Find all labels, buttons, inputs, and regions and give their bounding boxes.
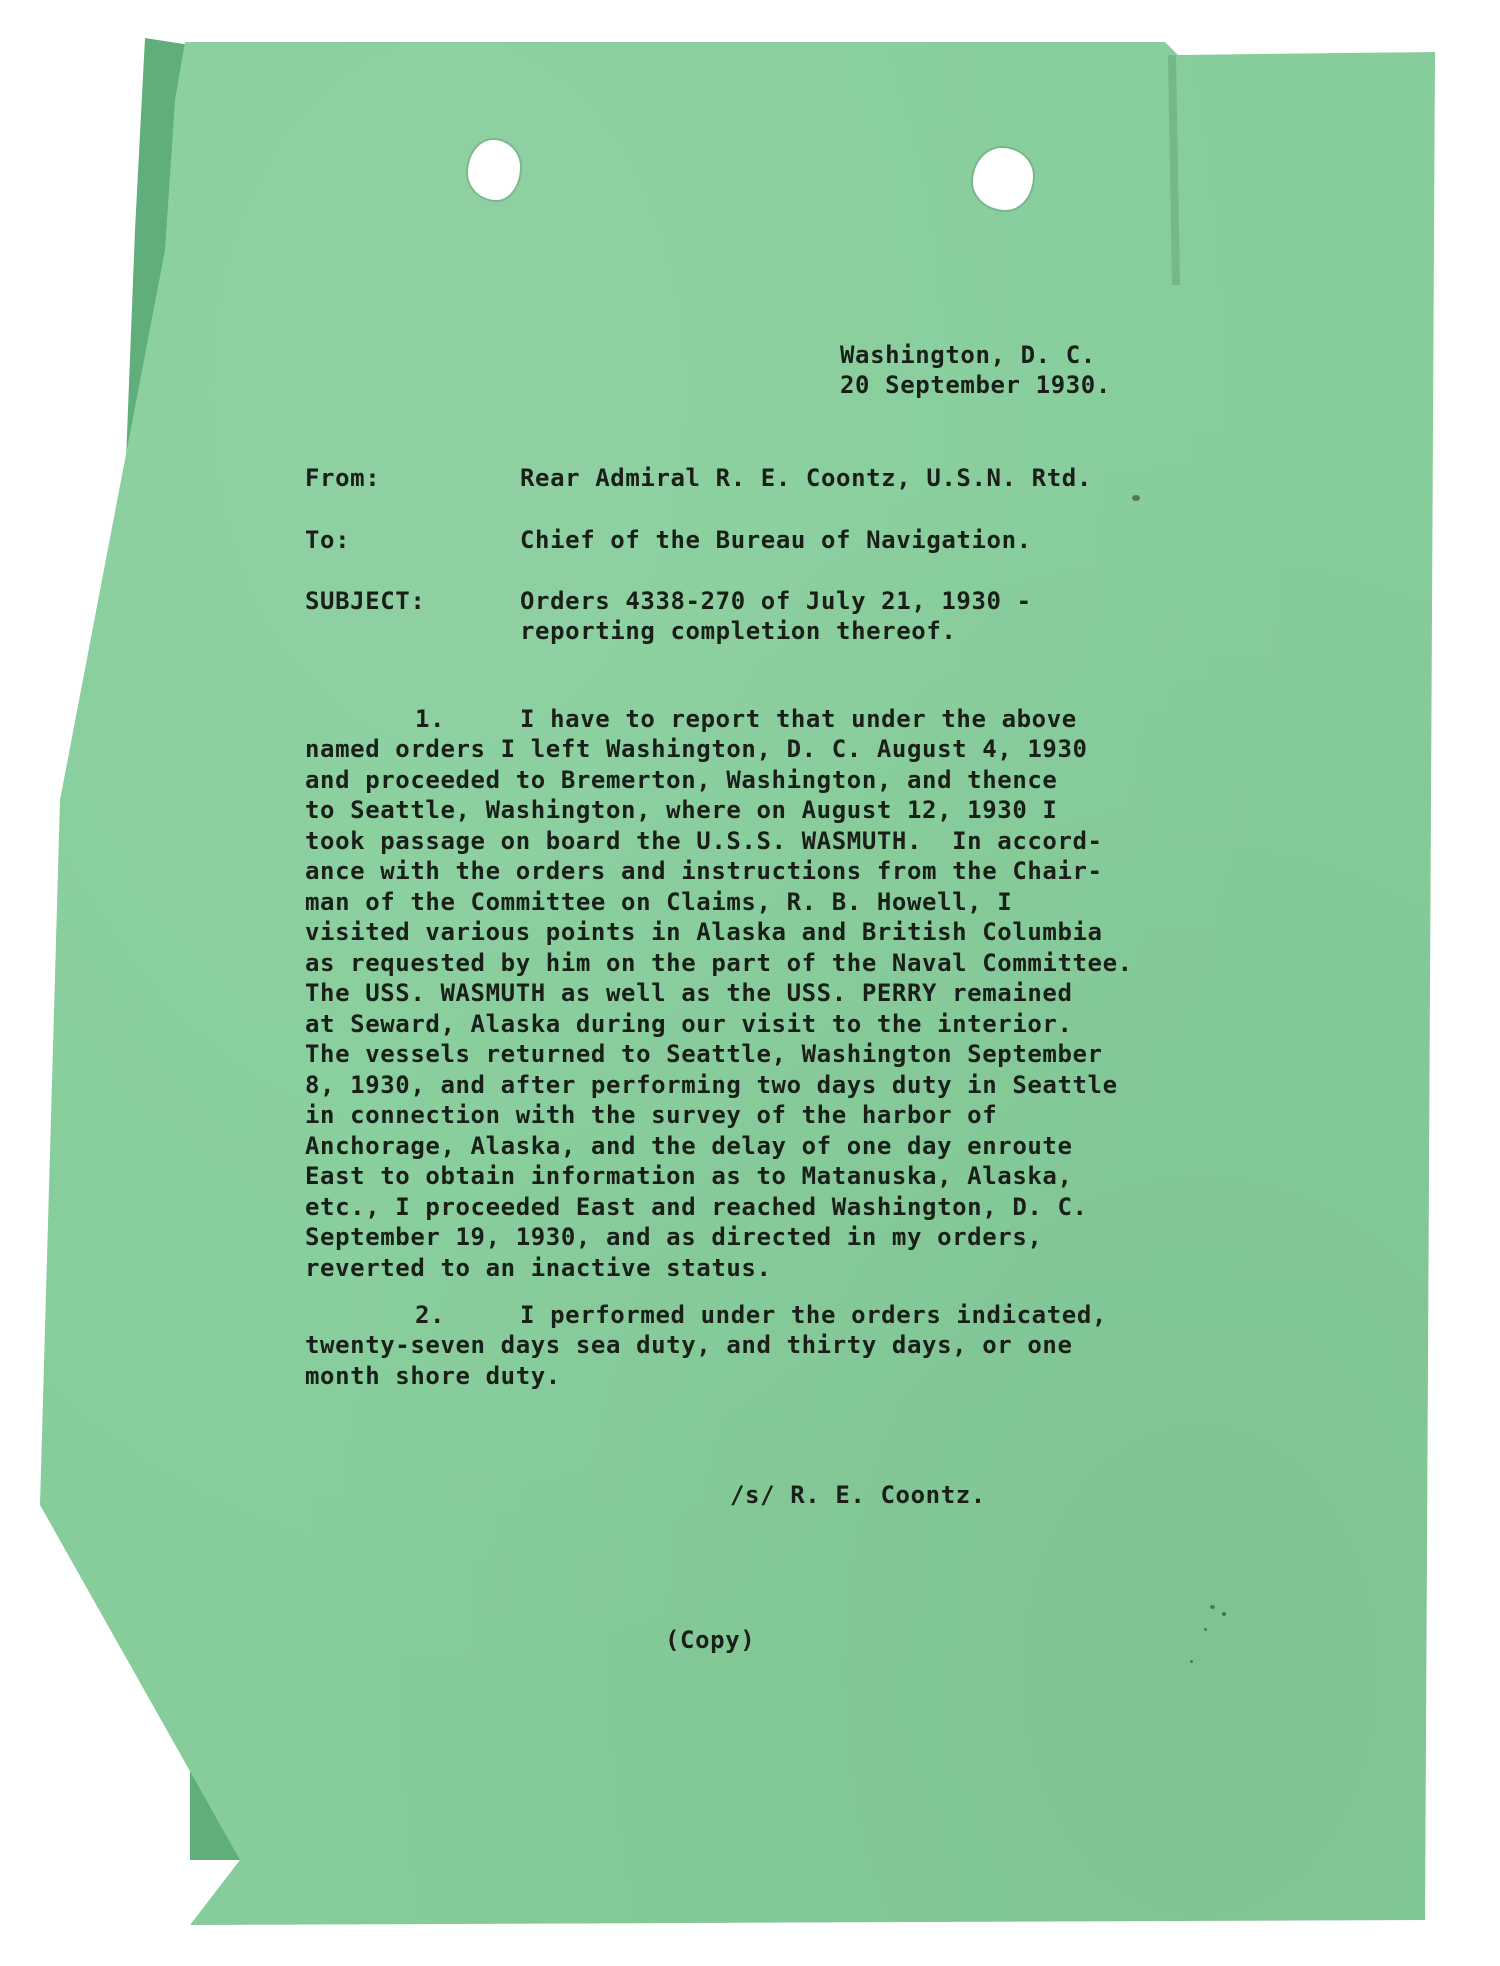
body-text-line: Anchorage, Alaska, and the delay of one day enroute	[305, 1131, 1073, 1160]
body-text-line: East to obtain information as to Matanuska, Alaska,	[305, 1162, 1073, 1190]
body-text-line: September 19, 1930, and as directed in my orders,	[305, 1223, 1043, 1251]
paragraph-1-number: 1.	[415, 705, 446, 733]
date-line: 20 September 1930.	[840, 371, 1111, 399]
ink-speck	[1190, 1660, 1193, 1663]
body-text-line: month shore duty.	[305, 1361, 561, 1390]
body-text-line: and proceeded to Bremerton, Washington, and thence	[305, 765, 1058, 794]
body-text-line: in connection with the survey of the harbor of	[305, 1101, 998, 1129]
signature-line: /s/ R. E. Coontz.	[730, 1481, 986, 1509]
body-text-line: named orders I left Washington, D. C. August 4, 1930	[305, 735, 1088, 763]
ink-speck	[1132, 495, 1140, 501]
subject-value-line-2: reporting completion thereof.	[520, 617, 957, 645]
from-value: Rear Admiral R. E. Coontz, U.S.N. Rtd.	[520, 464, 1092, 492]
body-text-line: The USS. WASMUTH as well as the USS. PERRY remained	[305, 979, 1073, 1007]
place-line: Washington, D. C.	[840, 341, 1096, 369]
body-text-line: The vessels returned to Seattle, Washington September	[305, 1040, 1103, 1068]
to-label: To:	[305, 526, 351, 554]
from-label: From:	[305, 464, 381, 492]
body-text-line: reverted to an inactive status.	[305, 1253, 772, 1282]
subject-value-line-1: Orders 4338-270 of July 21, 1930 -	[520, 587, 1032, 615]
paragraph-1-first-line: I have to report that under the above	[520, 705, 1077, 733]
body-text-line: 8, 1930, and after performing two days duty in Seattle	[305, 1070, 1118, 1099]
copy-note: (Copy)	[665, 1626, 756, 1654]
ink-speck	[1204, 1628, 1207, 1631]
body-text-line: visited various points in Alaska and British Columbia	[305, 918, 1103, 946]
body-text-line: man of the Committee on Claims, R. B. Howell, I	[305, 887, 1013, 916]
paragraph-2-body	[305, 1330, 1073, 1391]
body-text-line: etc., I proceeded East and reached Washington, D. C.	[305, 1192, 1088, 1221]
body-text-line: ance with the orders and instructions from the Chair-	[305, 857, 1103, 885]
body-text-line: twenty-seven days sea duty, and thirty days, or one	[305, 1331, 1073, 1359]
body-text-line: to Seattle, Washington, where on August 12, 1930 I	[305, 796, 1058, 824]
body-text-line: as requested by him on the part of the Naval Committee.	[305, 948, 1133, 977]
ink-speck	[1222, 1612, 1226, 1616]
ink-speck	[1210, 1605, 1215, 1609]
punch-hole-left	[468, 140, 520, 200]
paragraph-2-number: 2.	[415, 1301, 446, 1329]
paragraph-1-body	[305, 734, 1133, 1283]
punch-hole-right	[973, 148, 1033, 210]
to-value: Chief of the Bureau of Navigation.	[520, 526, 1032, 554]
body-text-line: took passage on board the U.S.S. WASMUTH. In accord-	[305, 826, 1103, 855]
subject-label: SUBJECT:	[305, 587, 426, 615]
paragraph-2-first-line: I performed under the orders indicated,	[520, 1301, 1107, 1329]
body-text-line: at Seward, Alaska during our visit to the interior.	[305, 1009, 1073, 1038]
